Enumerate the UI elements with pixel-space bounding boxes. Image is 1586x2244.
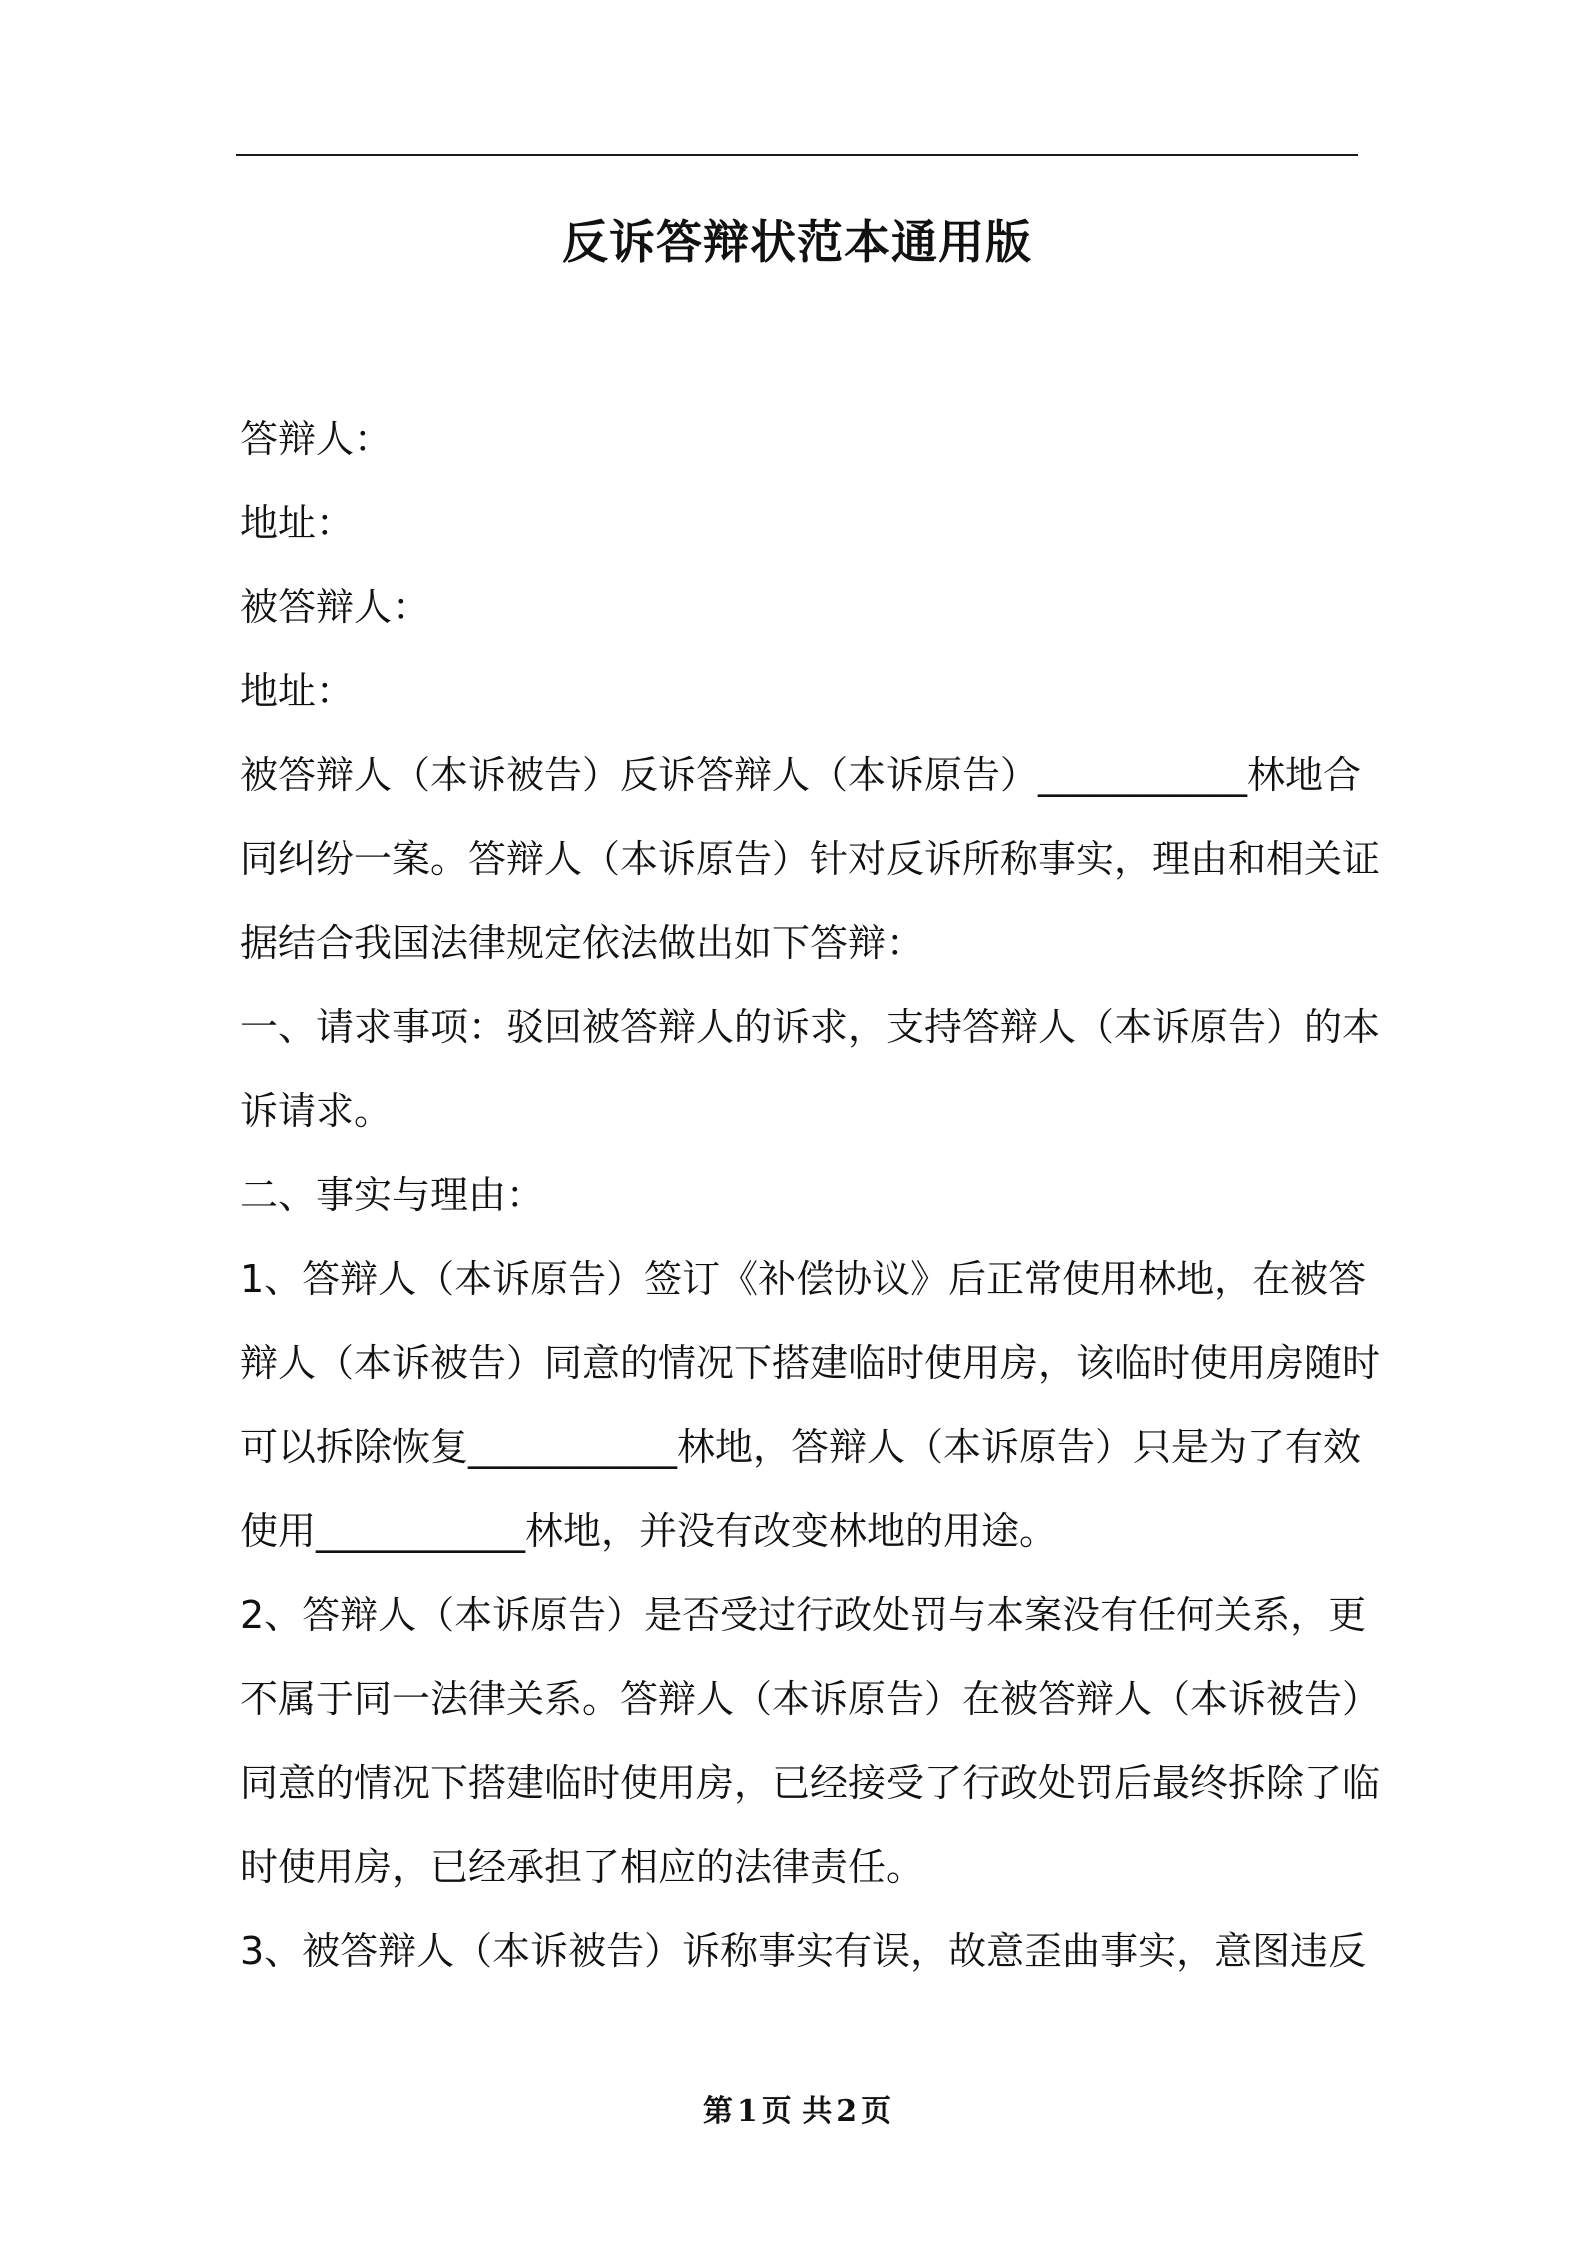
text-line: 2、答辩人（本诉原告）是否受过行政处罚与本案没有任何关系，更	[240, 1593, 1367, 1637]
respondent-label: 答辩人：	[240, 417, 393, 461]
text-line: 可以拆除恢复___________林地，答辩人（本诉原告）只是为了有效	[240, 1425, 1362, 1469]
header-rule	[236, 154, 1358, 156]
text-line: 使用___________林地，并没有改变林地的用途。	[240, 1509, 1058, 1553]
counter-respondent-label: 被答辩人：	[240, 585, 431, 629]
text-line: 辩人（本诉被告）同意的情况下搭建临时使用房，该临时使用房随时	[240, 1341, 1381, 1385]
text-line: 被答辩人（本诉被告）反诉答辩人（本诉原告）___________林地合	[240, 753, 1362, 797]
total-pages-number: 2	[836, 2094, 858, 2129]
page-label-mid: 页 共	[761, 2094, 833, 2129]
page-label-suffix: 页	[861, 2094, 892, 2129]
respondent-address-label: 地址：	[240, 501, 355, 545]
section-heading-facts: 二、事实与理由：	[240, 1173, 545, 1217]
page-footer	[236, 2092, 1358, 2132]
document-body	[240, 397, 1381, 1993]
text-line: 3、被答辩人（本诉被告）诉称事实有误，故意歪曲事实，意图违反	[240, 1929, 1367, 1973]
page-label-prefix: 第	[702, 2094, 733, 2129]
text-line: 时使用房，已经承担了相应的法律责任。	[240, 1845, 925, 1889]
text-line: 不属于同一法律关系。答辩人（本诉原告）在被答辩人（本诉被告）	[240, 1677, 1381, 1721]
text-line: 据结合我国法律规定依法做出如下答辩：	[240, 921, 925, 965]
current-page-number: 1	[736, 2094, 758, 2129]
document-title: 反诉答辩状范本通用版	[562, 215, 1032, 269]
section-heading-claims: 一、请求事项：驳回被答辩人的诉求，支持答辩人（本诉原告）的本	[240, 1005, 1381, 1049]
text-line: 同纠纷一案。答辩人（本诉原告）针对反诉所称事实，理由和相关证	[240, 837, 1381, 881]
text-line: 同意的情况下搭建临时使用房，已经接受了行政处罚后最终拆除了临	[240, 1761, 1381, 1805]
text-line: 1、答辩人（本诉原告）签订《补偿协议》后正常使用林地，在被答	[240, 1257, 1367, 1301]
text-line: 诉请求。	[240, 1089, 393, 1133]
counter-respondent-address-label: 地址：	[240, 669, 355, 713]
